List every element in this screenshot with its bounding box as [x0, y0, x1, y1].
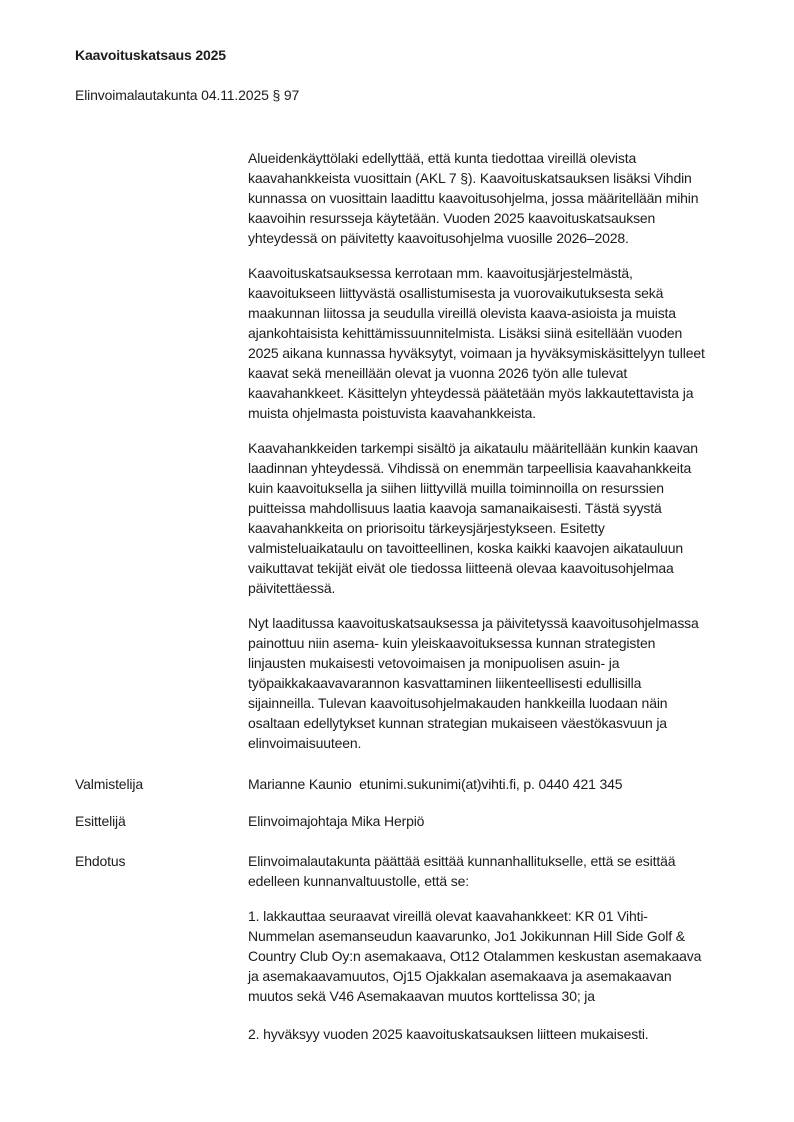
valmistelija-label: Valmistelija: [75, 776, 143, 792]
ehdotus-value: [248, 851, 774, 1044]
esittelija-label: Esittelijä: [75, 813, 126, 829]
meeting-reference: Elinvoimalautakunta 04.11.2025 § 97: [75, 87, 300, 103]
paragraph-priorisointi: Kaavahankkeiden tarkempi sisältö ja aikataulu määritellään kunkin kaavan laadinnan yhteydessä. Vihdissä on enemmän tarpeellisia kaavahankkeita kuin kaavoituksella ja siihen liittyvillä muilla toiminnoilla on resurssien puitteissa mahdollisuus laatia kaavoja samanaikaisesti. Tästä syystä kaavahankkeita on priorisoitu tärkeysjärjestykseen. Esitetty valmisteluaikataulu on tavoitteellinen, koska kaikki kaavojen aikatauluun vaikuttavat tekijät eivät ole tiedossa liitteenä olevaa kaavoitusohjelmaa päivitettäessä.: [248, 440, 698, 596]
paragraph-katsaus-content: Kaavoituskatsauksessa kerrotaan mm. kaavoitusjärjestelmästä, kaavoitukseen liittyvästä osallistumisesta ja vuorovaikutuksesta sekä maakunnan liitossa ja seudulla vireillä olevista kaava-asioista ja muista ajankohtaisista kehittämissuunnitelmista. Lisäksi siinä esitellään vuoden 2025 aikana kunnassa hyväksytyt, voimaan ja hyväksymiskäsittelyyn tulleet kaavat sekä meneillään olevat ja vuonna 2026 työn alle tulevat kaavahankkeet. Käsittelyn yhteydessä päätetään myös lakkautettavista ja muista ohjelmasta poistuvista kaavahankkeista.: [248, 265, 705, 421]
proposal-item-2: 2. hyväksyy vuoden 2025 kaavoituskatsauksen liitteen mukaisesti.: [248, 1026, 649, 1042]
valmistelija-value: Marianne Kaunio etunimi.sukunimi(at)vihti.fi, p. 0440 421 345: [248, 776, 623, 792]
ehdotus-intro: Elinvoimalautakunta päättää esittää kunnanhallitukselle, että se esittää edelleen kunnanvaltuustolle, että se:: [248, 853, 676, 889]
ehdotus-row: [75, 851, 774, 1044]
paragraph-akl-requirement: Alueidenkäyttölaki edellyttää, että kunta tiedottaa vireillä olevista kaavahankkeista vuosittain (AKL 7 §). Kaavoituskatsauksen lisäksi Vihdin kunnassa on vuosittain laadittu kaavoitusohjelma, jossa määritellään mihin kaavoihin resursseja käytetään. Vuoden 2025 kaavoituskatsauksen yhteydessä on päivitetty kaavoitusohjelma vuosille 2026–2028.: [248, 150, 699, 246]
proposal-item-1: 1. lakkauttaa seuraavat vireillä olevat kaavahankkeet: KR 01 Vihti- Nummelan asemanseudun kaavarunko, Jo1 Jokikunnan Hill Side Golf & Country Club Oy:n asemakaava, Ot12 Otalammen keskustan asemakaava ja asemakaavamuutos, Oj15 Ojakkalan asemakaava ja asemakaavan muutos sekä V46 Asemakaavan muutos korttelissa 30; ja: [248, 908, 702, 1004]
valmistelija-row: [75, 774, 774, 794]
introduction-section: [75, 148, 774, 753]
ehdotus-label: Ehdotus: [75, 853, 126, 869]
introduction-text: [248, 148, 774, 753]
esittelija-row: [75, 811, 774, 831]
page-title: Kaavoituskatsaus 2025: [75, 47, 226, 63]
paragraph-strategia: Nyt laaditussa kaavoituskatsauksessa ja päivitetyssä kaavoitusohjelmassa painottuu niin asema- kuin yleiskaavoituksessa kunnan strategisten linjausten mukaisesti vetovoimaisen ja monipuolisen asuin- ja työpaikkakaavavarannon kasvattaminen liikenteellisesti edullisilla sijainneilla. Tulevan kaavoitusohjelmakauden hankkeilla luodaan näin osaltaan edellytykset kunnan strategian mukaiseen väestökasvuun ja elinvoimaisuuteen.: [248, 615, 699, 751]
esittelija-value: Elinvoimajohtaja Mika Herpiö: [248, 813, 425, 829]
